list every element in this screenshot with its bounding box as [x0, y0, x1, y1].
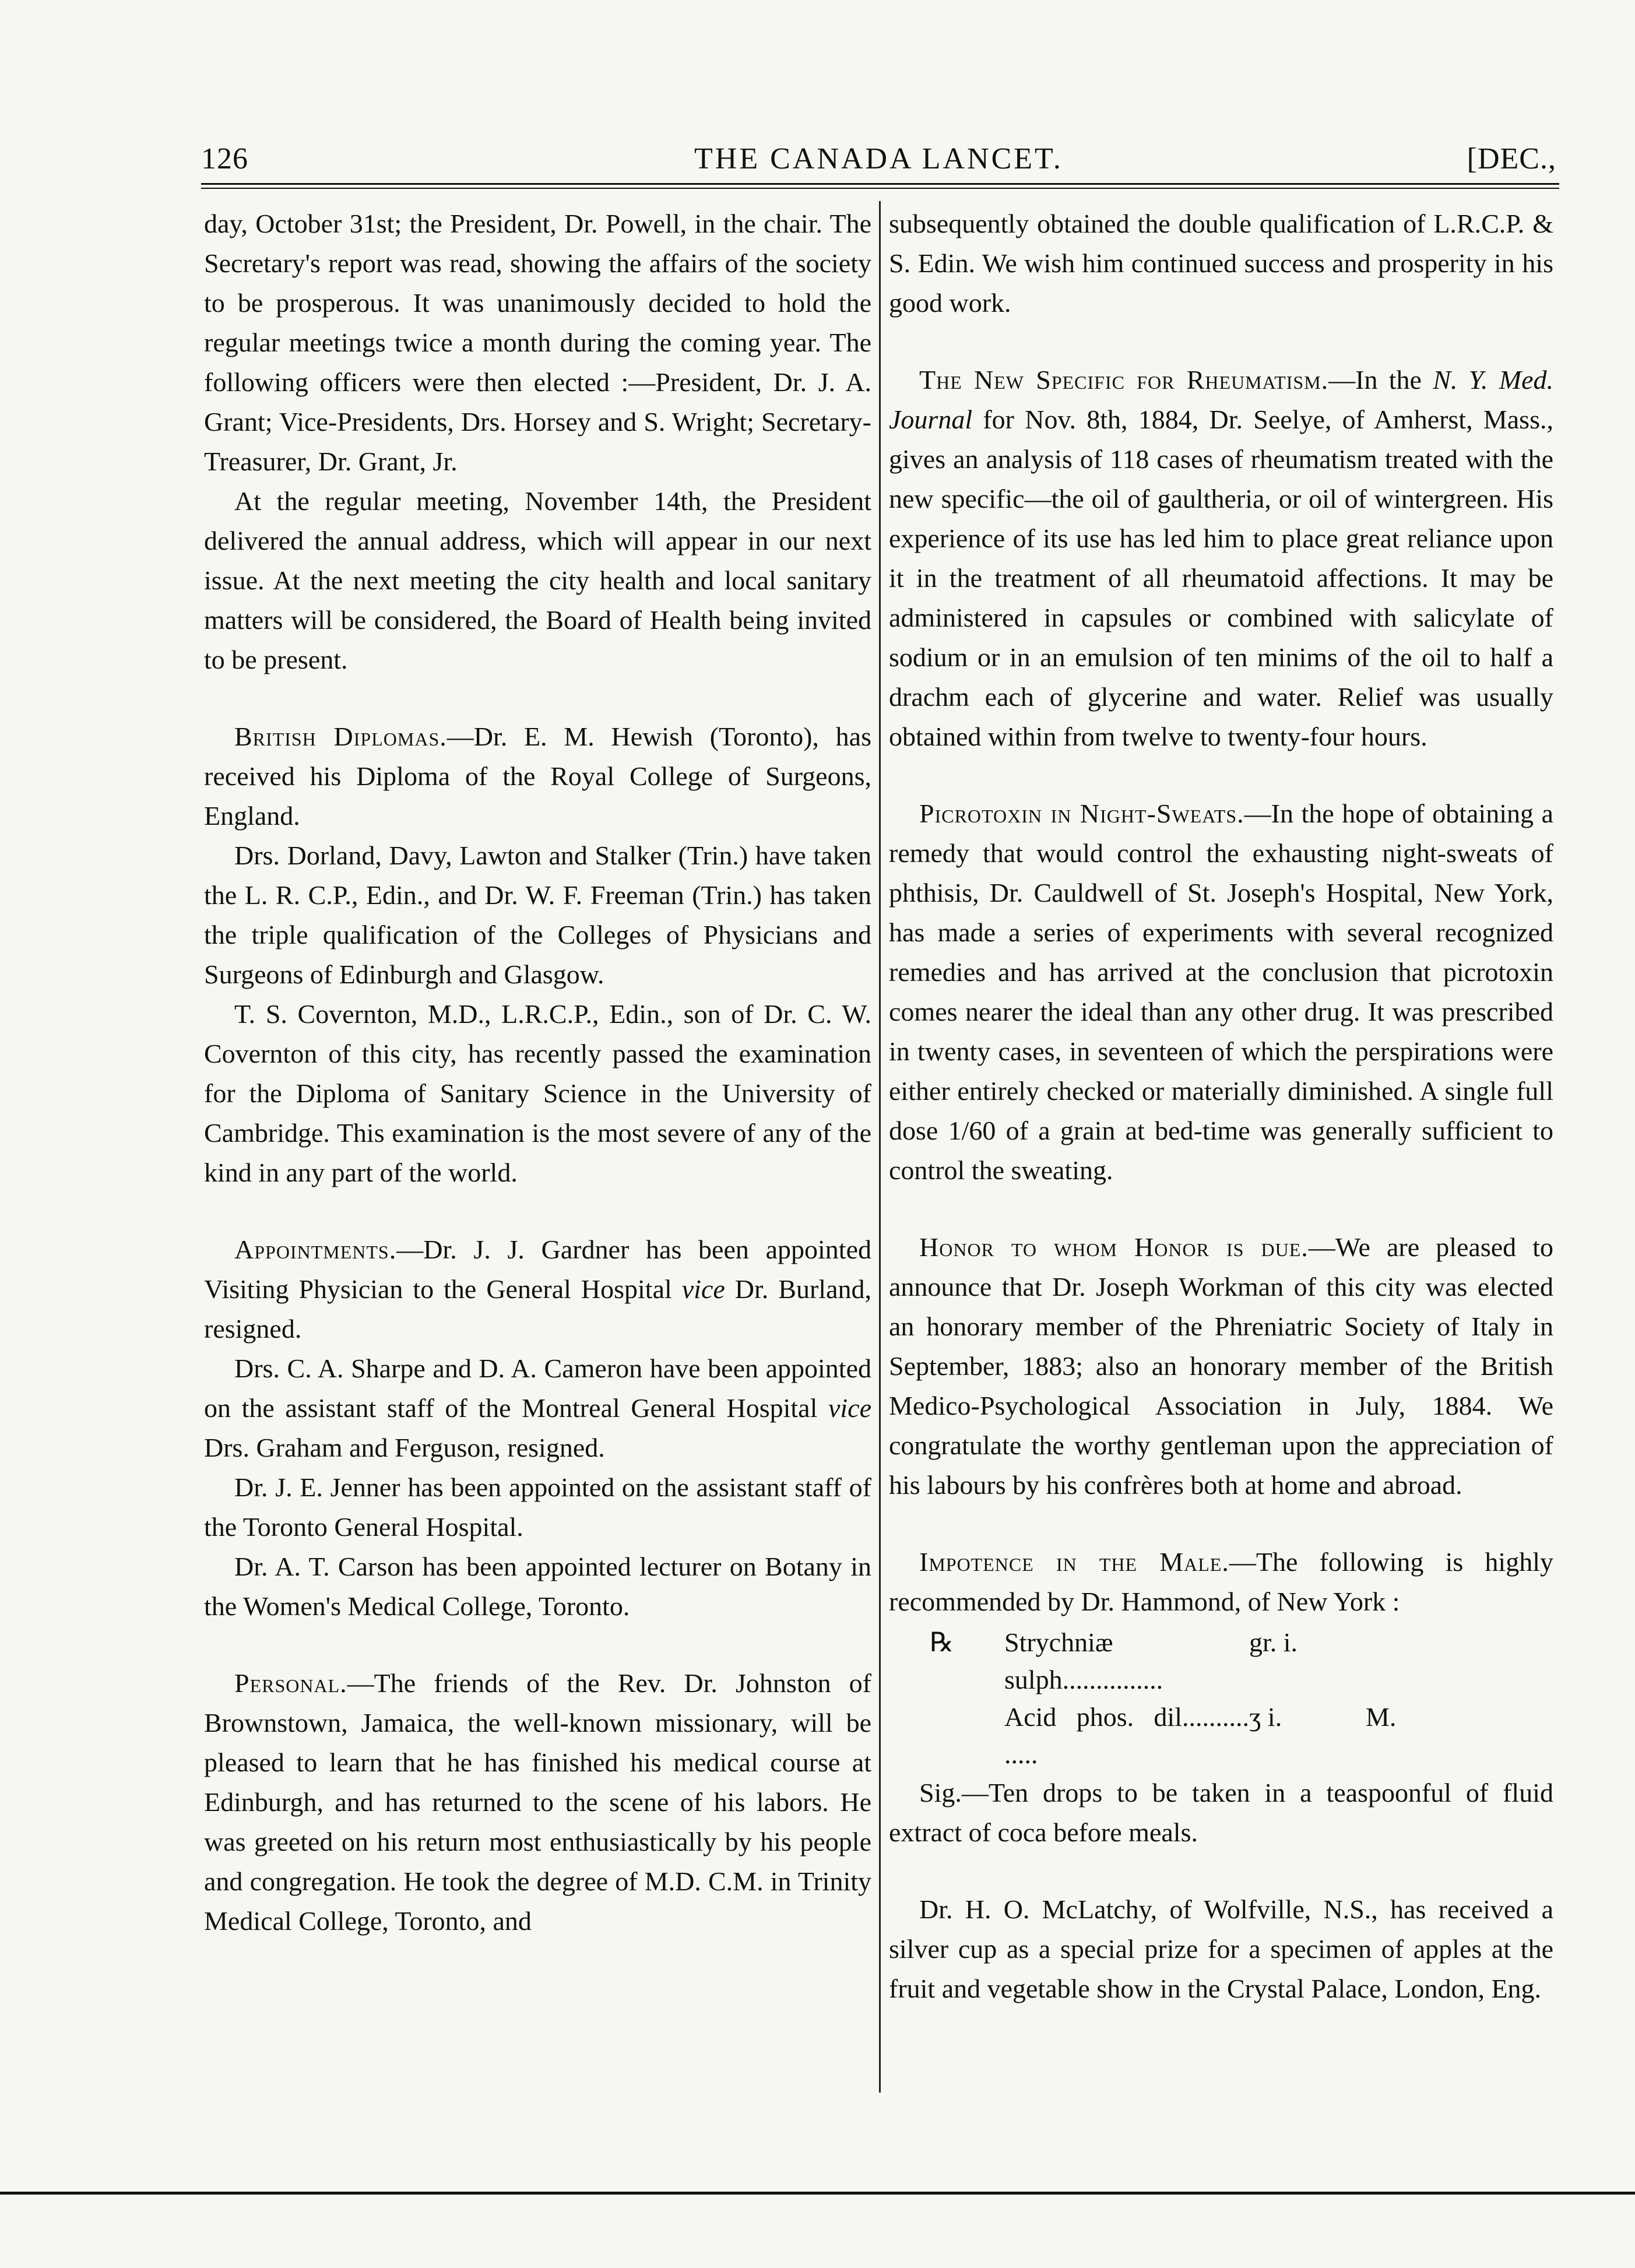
- prescription-amount: ʒ i.: [1249, 1702, 1282, 1732]
- paragraph: At the regular meeting, November 14th, the President delivered the annual address, which will appear in our next issue. At the next meeting the city health and local sanitary matters will be considered, the Board of Health being invited to be present.: [204, 486, 871, 674]
- section-picrotoxin: Picrotoxin in Night-Sweats.—In the hope of obtaining a remedy that would control the exhausting night-sweats of phthisis, Dr. Cauldwell of St. Joseph's Hospital, New York, has made a series of experiments with several recognized remedies and has arrived at the conclusion that picrotoxin comes nearer the ideal than any other drug. It was prescribed in twenty cases, in seventeen of which the perspirations were either entirely checked or materially diminished. A single full dose 1/60 of a grain at bed-time was generally sufficient to control the sweating.: [889, 799, 1553, 1185]
- paragraph: Dr. A. T. Carson has been appointed lecturer on Botany in the Women's Medical College, Toronto.: [204, 1552, 871, 1621]
- paragraph: Dr. J. E. Jenner has been appointed on the assistant staff of the Toronto General Hospital.: [204, 1472, 871, 1542]
- right-column: [889, 204, 1553, 2009]
- left-column: [204, 204, 871, 1941]
- journal-title: THE CANADA LANCET.: [694, 142, 1063, 175]
- section-heading: Honor to whom Honor is due.: [919, 1232, 1309, 1262]
- prescription-drug: Strychniæ sulph...............: [1004, 1627, 1163, 1694]
- section-heading: Picrotoxin in Night-Sweats.: [919, 799, 1244, 828]
- prescription: [889, 1624, 1553, 1773]
- section-rheumatism: The New Specific for Rheumatism.—In the N. Y. Med. Journal for Nov. 8th, 1884, Dr. Seelye, of Amherst, Mass., gives an analysis of 118 cases of rheumatism treated with the new specific—the oil of gaultheria, or oil of wintergreen. His experience of its use has led him to place great reliance upon it in the treatment of all rheumatoid affections. It may be administered in capsules or combined with salicylate of sodium or in an emulsion of ten minims of the oil to half a drachm each of glycerine and water. Relief was usually obtained within from twelve to twenty-four hours.: [889, 365, 1553, 751]
- paragraph: T. S. Covernton, M.D., L.R.C.P., Edin., son of Dr. C. W. Covernton of this city, has recently passed the examination for the Diploma of Sanitary Science in the University of Cambridge. This examination is the most severe of any of the kind in any part of the world.: [204, 999, 871, 1187]
- header-rule: [201, 183, 1559, 185]
- column-divider: [879, 201, 881, 2093]
- prescription-line: [889, 1699, 1553, 1773]
- section-heading: The New Specific for Rheumatism.: [919, 365, 1329, 395]
- bottom-rule: [0, 2192, 1635, 2195]
- recipe-icon: ℞: [930, 1627, 954, 1657]
- paragraph: Dr. H. O. McLatchy, of Wolfville, N.S., has received a silver cup as a special prize for a specimen of apples at the fruit and vegetable show in the Crystal Palace, London, Eng.: [889, 1894, 1553, 2003]
- prescription-drug: Acid phos. dil.......... .....: [1004, 1702, 1249, 1769]
- section-heading: Appointments.: [234, 1235, 397, 1264]
- section-appointments: Appointments.—Dr. J. J. Gardner has been appointed Visiting Physician to the General Hospital vice Dr. Burland, resigned.: [204, 1235, 871, 1344]
- paragraph: subsequently obtained the double qualification of L.R.C.P. & S. Edin. We wish him continued success and prosperity in his good work.: [889, 209, 1553, 318]
- section-impotence: Impotence in the Male.—The following is highly recommended by Dr. Hammond, of New York :: [889, 1547, 1553, 1616]
- section-heading: Personal.: [234, 1668, 347, 1698]
- issue-month: [DEC.,: [1467, 142, 1556, 175]
- section-british-diplomas: British Diplomas.—Dr. E. M. Hewish (Toronto), has received his Diploma of the Royal College of Surgeons, England.: [204, 722, 872, 831]
- prescription-misce: M.: [1366, 1702, 1397, 1732]
- paragraph: Drs. C. A. Sharpe and D. A. Cameron have been appointed on the assistant staff of the Montreal General Hospital vice Drs. Graham and Ferguson, resigned.: [204, 1353, 871, 1462]
- header-rule-double: [201, 188, 1559, 189]
- section-heading: British Diplomas.: [234, 722, 447, 751]
- section-honor: Honor to whom Honor is due.—We are pleased to announce that Dr. Joseph Workman of this city was elected an honorary member of the Phreniatric Society of Italy in September, 1883; also an honorary member of the British Medico-Psychological Association in July, 1884. We congratulate the worthy gentleman upon the appreciation of his labours by his confrères both at home and abroad.: [889, 1232, 1553, 1500]
- paragraph: Drs. Dorland, Davy, Lawton and Stalker (Trin.) have taken the L. R. C.P., Edin., and Dr. W. F. Freeman (Trin.) has taken the triple qualification of the Colleges of Physicians and Surgeons of Edinburgh and Glasgow.: [204, 841, 871, 989]
- paragraph: Sig.—Ten drops to be taken in a teaspoonful of fluid extract of coca before meals.: [889, 1778, 1553, 1847]
- journal-citation: N. Y. Med. Journal: [889, 365, 1553, 434]
- prescription-amount: gr. i.: [1249, 1627, 1298, 1657]
- page-number: 126: [201, 142, 248, 175]
- page-header: [201, 139, 1556, 180]
- section-heading: Impotence in the Male.: [919, 1547, 1229, 1577]
- prescription-line: [889, 1624, 1553, 1699]
- section-personal: Personal.—The friends of the Rev. Dr. Johnston of Brownstown, Jamaica, the well-known missionary, will be pleased to learn that he has finished his medical course at Edinburgh, and has returned to the scene of his labors. He was greeted on his return most enthusiastically by his people and congregation. He took the degree of M.D. C.M. in Trinity Medical College, Toronto, and: [204, 1668, 871, 1936]
- paragraph: day, October 31st; the President, Dr. Powell, in the chair. The Secretary's report was read, showing the affairs of the society to be prosperous. It was unanimously decided to hold the regular meetings twice a month during the coming year. The following officers were then elected :—President, Dr. J. A. Grant; Vice-Presidents, Drs. Horsey and S. Wright; Secretary-Treasurer, Dr. Grant, Jr.: [204, 209, 871, 476]
